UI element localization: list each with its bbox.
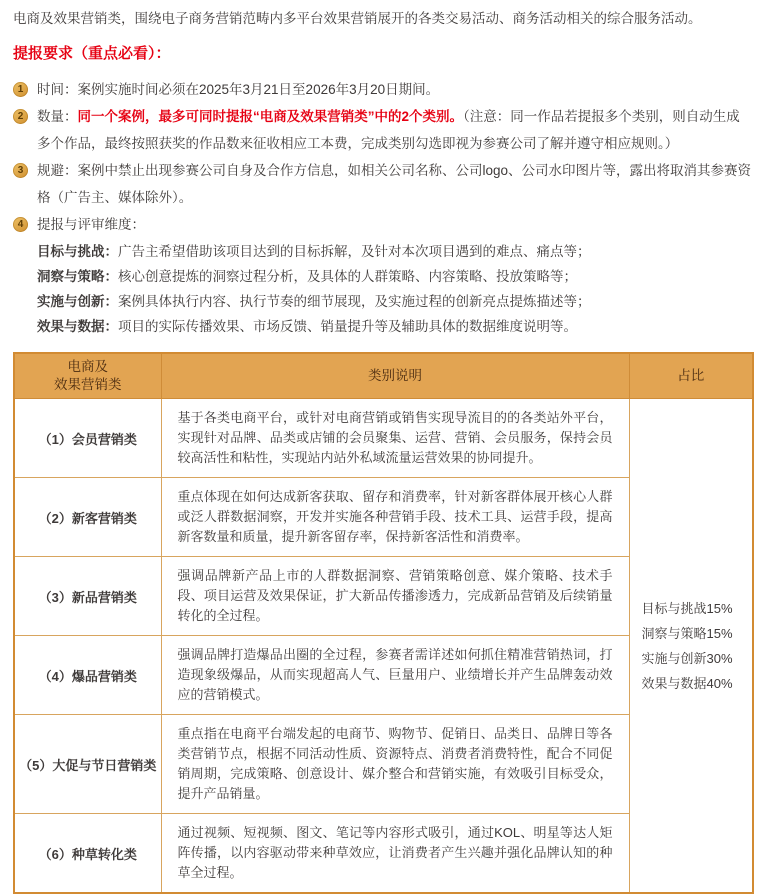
dimension-desc: 广告主希望借助该项目达到的目标拆解，及针对本次项目遇到的难点、痛点等；	[118, 244, 591, 259]
number-badge-icon: 1	[13, 82, 28, 97]
dimension-desc: 项目的实际传播效果、市场反馈、销量提升等及辅助具体的数据维度说明等。	[118, 319, 577, 334]
category-cell: （3）新品营销类	[14, 557, 161, 636]
dimension-row	[37, 289, 752, 314]
ratio-line: 实施与创新30%	[641, 650, 733, 666]
dimension-row	[37, 314, 752, 339]
category-cell: （2）新客营销类	[14, 478, 161, 557]
item-highlight-text: 同一个案例，最多可同时提报“电商及效果营销类”中的2个类别。	[77, 109, 464, 124]
category-cell: （6）种草转化类	[14, 814, 161, 894]
item-label: 数量：	[37, 109, 78, 124]
requirements-list	[13, 76, 752, 339]
list-item-quantity	[13, 103, 752, 157]
category-cell: （5）大促与节日营销类	[14, 715, 161, 814]
description-cell: 强调品牌新产品上市的人群数据洞察、营销策略创意、媒介策略、技术手段、项目运营及效果保证，扩大新品传播渗透力，完成新品营销及后续销量转化的全过程。	[161, 557, 629, 636]
number-badge-icon: 4	[13, 217, 28, 232]
item-note-text: （注意：同一作品若提报多个类别，则自动生成多个作品，最终按照获奖的作品数来征收相应工本费，完成类别勾选即视为参赛公司了解并遵守相应规则。）	[37, 109, 740, 151]
header-category-line2: 效果营销类	[54, 377, 122, 392]
ratio-line: 目标与挑战15%	[641, 600, 733, 616]
item-label: 提报与评审维度：	[37, 217, 145, 232]
dimension-row	[37, 264, 752, 289]
category-cell: （1）会员营销类	[14, 399, 161, 478]
dimension-row	[37, 239, 752, 264]
dimension-term: 效果与数据：	[37, 319, 118, 334]
item-text: 案例中禁止出现参赛公司自身及合作方信息，如相关公司名称、公司logo、公司水印图片等，露出将取消其参赛资格（广告主、媒体除外）。	[37, 163, 752, 205]
dimension-term: 目标与挑战：	[37, 244, 118, 259]
ratio-line: 洞察与策略15%	[641, 625, 733, 641]
category-cell: （4）爆品营销类	[14, 636, 161, 715]
description-cell: 基于各类电商平台，或针对电商营销或销售实现导流目的的各类站外平台，实现针对品牌、品类或店铺的会员聚集、运营、营销、会员服务，保持会员较高活性和粘性，实现站内站外私域流量运营效果的协同提升。	[161, 399, 629, 478]
category-table	[13, 352, 754, 894]
description-cell: 重点体现在如何达成新客获取、留存和消费率，针对新客群体展开核心人群或泛人群数据洞察，开发并实施各种营销手段、技术工具、运营手段，提高新客数量和质量，提升新客留存率，保持新客活性和消费率。	[161, 478, 629, 557]
table-header-row	[14, 353, 753, 399]
header-description-column: 类别说明	[161, 353, 629, 399]
list-item-avoidance	[13, 157, 752, 211]
evaluation-dimensions	[13, 239, 752, 339]
table-row	[14, 399, 753, 478]
item-label: 规避：	[37, 163, 78, 178]
header-category-line1: 电商及	[67, 359, 108, 374]
number-badge-icon: 2	[13, 109, 28, 124]
dimension-term: 实施与创新：	[37, 294, 118, 309]
description-cell: 重点指在电商平台端发起的电商节、购物节、促销日、品类日、品牌日等各类营销节点，根据不同活动性质、资源特点、消费者消费特性，配合不同促销周期，完成策略、创意设计、媒介整合和营销实施，有效吸引目标受众，提升产品销量。	[161, 715, 629, 814]
header-category-column	[14, 353, 161, 399]
item-text: 案例实施时间必须在2025年3月21日至2026年3月20日期间。	[77, 82, 440, 97]
description-cell: 强调品牌打造爆品出圈的全过程，参赛者需详述如何抓住精准营销热词，打造现象级爆品，从而实现超高人气、巨量用户、业绩增长并产生品牌轰动效应的营销模式。	[161, 636, 629, 715]
ratio-cell	[629, 399, 753, 894]
ratio-line: 效果与数据40%	[641, 675, 733, 691]
requirements-heading: 提报要求（重点必看）：	[13, 45, 171, 62]
description-cell: 通过视频、短视频、图文、笔记等内容形式吸引，通过KOL、明星等达人矩阵传播，以内容驱动带来种草效应，让消费者产生兴趣并强化品牌认知的种草全过程。	[161, 814, 629, 894]
item-label: 时间：	[37, 82, 78, 97]
intro-text: 电商及效果营销类，围绕电子商务营销范畴内多平台效果营销展开的各类交易活动、商务活动相关的综合服务活动。	[13, 11, 702, 26]
number-badge-icon: 3	[13, 163, 28, 178]
header-ratio-column: 占比	[629, 353, 753, 399]
dimension-term: 洞察与策略：	[37, 269, 118, 284]
list-item-time	[13, 76, 752, 103]
list-item-dimensions	[13, 211, 752, 238]
dimension-desc: 核心创意提炼的洞察过程分析，及具体的人群策略、内容策略、投放策略等；	[118, 269, 577, 284]
dimension-desc: 案例具体执行内容、执行节奏的细节展现，及实施过程的创新亮点提炼描述等；	[118, 294, 591, 309]
